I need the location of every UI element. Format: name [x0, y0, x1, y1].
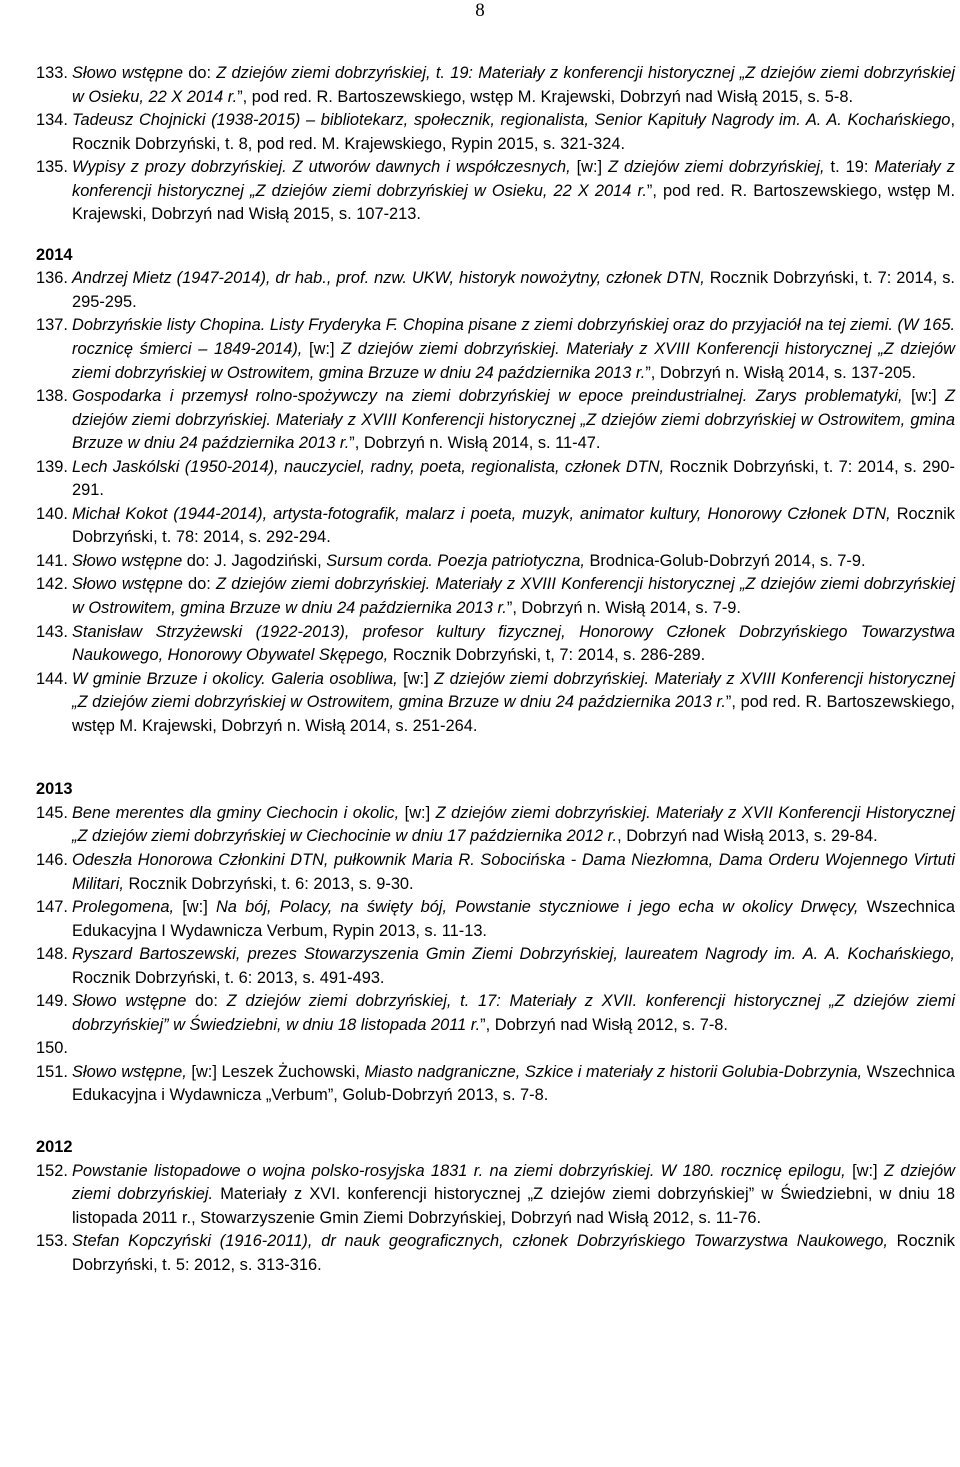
bibliography-entry — [36, 1061, 955, 1108]
entry-title-italic: Z dziejów ziemi dobrzyńskiej. Materiały z XVII Konferencji Historycznej „Z dziejów ziemi dobrzyńskiej w Ciechocinie w dniu 17 października 2012 r. — [72, 803, 955, 846]
entry-title-italic: Z dziejów ziemi dobrzyńskiej. Materiały z XVIII Konferencji historycznej „Z dziejów ziemi dobrzyńskiej w Ostrowitem, gmina Brzuze w dniu 24 października 2013 r. — [72, 669, 956, 712]
entry-text — [72, 1160, 955, 1231]
entry-text — [72, 456, 955, 503]
entry-title-italic: Andrzej Mietz (1947-2014), dr hab., prof. nzw. UKW, historyk nowożytny, członek DTN, — [72, 269, 705, 288]
entry-number: 134. — [36, 111, 68, 130]
entry-number: 140. — [36, 504, 68, 523]
entry-text — [72, 1037, 955, 1061]
entry-text-span: [w:] — [174, 898, 216, 917]
bibliography-entry — [36, 385, 955, 456]
bibliography-entry — [36, 1160, 955, 1231]
entry-text-span: Wszechnica Edukacyjna i Wydawnicza „Verbum”, Golub-Dobrzyń 2013, s. 7-8. — [72, 1062, 955, 1105]
entry-text-span: Materiały z XVI. konferencji historycznej „Z dziejów ziemi dobrzyńskiej” w Świedziebni, w dniu 18 listopada 2011 r., Stowarzyszenie Gmin Ziemi Dobrzyńskiej, Dobrzyń nad Wisłą 2012, s. 11-76. — [72, 1185, 955, 1227]
entry-title-italic: Prolegomena, — [72, 898, 175, 917]
entry-text-span: Rocznik Dobrzyński, t. 6: 2013, s. 491-493. — [72, 968, 385, 987]
entry-number: 153. — [36, 1232, 68, 1251]
entry-title-italic: Słowo wstępne — [72, 64, 183, 82]
entry-text — [72, 62, 955, 109]
bibliography-entry — [36, 1230, 955, 1277]
entry-number: 135. — [36, 158, 68, 177]
entry-text — [72, 314, 955, 385]
entry-text-span: [w:] — [845, 1161, 884, 1180]
entry-text — [72, 385, 955, 456]
entry-number: 145. — [36, 803, 68, 822]
bibliography-entry — [36, 503, 955, 550]
entry-title-italic: Sursum corda. Poezja patriotyczna, — [326, 551, 585, 570]
entry-number: 141. — [36, 551, 68, 570]
entry-text — [72, 802, 955, 849]
entry-title-italic: Z dziejów ziemi dobrzyńskiej. Materiały z XVIII Konferencji historycznej „Z dziejów ziemi dobrzyńskiej w Ostrowitem, gmina Brzuze w dniu 24 października 2013 r. — [72, 575, 955, 618]
entry-text-span: Rocznik Dobrzyński, t. 5: 2012, s. 313-316. — [72, 1232, 955, 1274]
bibliography-entry — [36, 896, 955, 943]
entry-text-span: Brodnica-Golub-Dobrzyń 2014, s. 7-9. — [584, 551, 866, 570]
entry-text-span: do: — [182, 64, 217, 82]
entry-title-italic: Stefan Kopczyński (1916-2011), dr nauk geograficznych, członek Dobrzyńskiego Towarzystwa Naukowego, — [72, 1232, 888, 1251]
entry-text — [72, 109, 955, 156]
year-heading: 2013 — [36, 780, 73, 799]
entry-number: 133. — [36, 64, 68, 82]
bibliography-entry — [36, 802, 955, 849]
entry-number: 143. — [36, 622, 68, 641]
entry-title-italic: Odeszła Honorowa Członkini DTN, pułkownik Maria R. Sobocińska - Dama Niezłomna, Dama Orderu Wojennego Virtuti Militari, — [72, 850, 955, 893]
entry-text-span: , Rocznik Dobrzyński, t. 8, pod red. M. Krajewskiego, Rypin 2015, s. 321-324. — [72, 111, 955, 153]
bibliography-entry — [36, 1037, 955, 1061]
entry-title-italic: Wypisy z prozy dobrzyńskiej. Z utworów dawnych i współczesnych, — [72, 158, 571, 177]
entry-text-span: [w:] — [399, 803, 436, 822]
bibliography-entry — [36, 990, 955, 1037]
bibliography-entry — [36, 62, 955, 109]
entry-text — [72, 849, 955, 896]
entry-title-italic: Z dziejów ziemi dobrzyńskiej. Materiały z XVIII Konferencji historycznej „Z dziejów ziemi dobrzyńskiej w Ostrowitem, gmina Brzuze w dniu 24 października 2013 r. — [72, 340, 956, 382]
entry-text-span: Wszechnica Edukacyjna I Wydawnicza Verbum, Rypin 2013, s. 11-13. — [72, 898, 955, 940]
entry-title-italic: Z dziejów ziemi dobrzyńskiej. — [72, 1161, 955, 1204]
year-heading: 2012 — [36, 1137, 73, 1156]
entry-text-span: Rocznik Dobrzyński, t, 7: 2014, s. 286-289. — [388, 646, 706, 665]
bibliography-entry — [36, 849, 955, 896]
entry-title-italic: Słowo wstępne, — [72, 1062, 187, 1081]
entry-text — [72, 668, 955, 739]
entry-number: 142. — [36, 575, 68, 594]
entry-text-span: [w:] — [902, 387, 945, 406]
entry-number: 150. — [36, 1039, 68, 1058]
entry-title-italic: W gminie Brzuze i okolicy. Galeria osobliwa, — [72, 669, 398, 688]
entry-title-italic: Tadeusz Chojnicki (1938-2015) – bibliotekarz, społecznik, regionalista, Senior Kapituły Nagrody im. A. A. Kochańskiego — [72, 111, 951, 130]
bibliography-entry — [36, 573, 955, 620]
entry-title-italic: Z dziejów ziemi dobrzyńskiej, t. 17: Materiały z XVII. konferencji historycznej „Z dziejów ziemi dobrzyńskiej” w Świedziebni, w dniu 18 listopada 2011 r. — [72, 992, 955, 1034]
entry-text-span: [w:] — [570, 158, 609, 177]
bibliography-list — [36, 62, 955, 1277]
bibliography-entry — [36, 156, 955, 227]
bibliography-entry — [36, 550, 955, 574]
entry-text — [72, 990, 955, 1037]
entry-text-span: , Dobrzyń nad Wisłą 2013, s. 29-84. — [617, 827, 878, 846]
entry-text-span: do: — [186, 992, 227, 1011]
entry-text — [72, 943, 955, 990]
entry-text — [72, 896, 955, 943]
entry-title-italic: Słowo wstępne — [72, 575, 183, 594]
entry-title-italic: Słowo wstępne — [72, 551, 183, 570]
entry-title-italic: Michał Kokot (1944-2014), artysta-fotografik, malarz i poeta, muzyk, animator kultury, Honorowy Członek DTN, — [72, 504, 891, 523]
entry-title-italic: Ryszard Bartoszewski, prezes Stowarzyszenia Gmin Ziemi Dobrzyńskiej, laureatem Nagrody im. A. A. Kochańskiego, — [72, 945, 955, 964]
entry-text-span: ”, pod red. R. Bartoszewskiego, wstęp M. Krajewski, Dobrzyń nad Wisłą 2015, s. 107-213. — [72, 181, 955, 224]
entry-number: 146. — [36, 850, 68, 869]
section-gap — [36, 1108, 955, 1136]
entry-number: 152. — [36, 1161, 68, 1180]
entry-number: 148. — [36, 945, 68, 964]
entry-number: 144. — [36, 669, 68, 688]
bibliography-entry — [36, 456, 955, 503]
bibliography-entry — [36, 621, 955, 668]
section-gap — [36, 227, 955, 244]
bibliography-entry — [36, 314, 955, 385]
entry-text-span: do: — [182, 575, 217, 594]
entry-text-span: Rocznik Dobrzyński, t. 78: 2014, s. 292-294. — [72, 504, 955, 547]
entry-text-span: ”, pod red. R. Bartoszewskiego, wstęp M. Krajewski, Dobrzyń nad Wisłą 2015, s. 5-8. — [237, 87, 854, 106]
entry-text — [72, 503, 955, 550]
entry-title-italic: Dobrzyńskie listy Chopina. Listy Fryderyka F. Chopina pisane z ziemi dobrzyńskiej oraz do przyjaciół na tej ziemi. (W 165. rocznicę śmierci – 1849-2014), — [72, 316, 955, 359]
entry-title-italic: Słowo wstępne — [72, 992, 187, 1011]
entry-number: 147. — [36, 898, 68, 917]
entry-title-italic: Gospodarka i przemysł rolno-spożywczy na ziemi dobrzyńskiej w epoce preindustrialnej. Zarys problematyki, — [72, 387, 903, 406]
entry-text — [72, 1061, 955, 1108]
bibliography-entry — [36, 109, 955, 156]
entry-text-span: Rocznik Dobrzyński, t. 6: 2013, s. 9-30. — [123, 874, 414, 893]
entry-number: 137. — [36, 316, 68, 335]
entry-text-span: Rocznik Dobrzyński, t. 7: 2014, s. 295-295. — [72, 269, 955, 311]
bibliography-entry — [36, 668, 955, 739]
entry-number: 138. — [36, 387, 68, 406]
entry-number: 139. — [36, 457, 68, 476]
entry-number: 151. — [36, 1062, 68, 1081]
entry-title-italic: Na bój, Polacy, na święty bój, Powstanie styczniowe i jego echa w okolicy Drwęcy, — [215, 898, 859, 917]
bibliography-entry — [36, 267, 955, 314]
entry-text — [72, 156, 955, 227]
entry-text-span: [w:] Leszek Żuchowski, — [186, 1062, 365, 1081]
entry-text-span: Rocznik Dobrzyński, t. 7: 2014, s. 290-291. — [72, 457, 955, 500]
entry-text-span: do: J. Jagodziński, — [182, 551, 327, 570]
entry-title-italic: Bene merentes dla gminy Ciechocin i okolic, — [72, 803, 400, 822]
entry-title-italic: Z dziejów ziemi dobrzyńskiej, t. 19: Materiały z konferencji historycznej „Z dziejów ziemi dobrzyńskiej w Osieku, 22 X 2014 r. — [72, 64, 955, 106]
section-gap — [36, 738, 955, 778]
entry-title-italic: Lech Jaskólski (1950-2014), nauczyciel, radny, poeta, regionalista, członek DTN, — [72, 457, 665, 476]
entry-text-span: [w:] — [397, 669, 435, 688]
entry-text-span: [w:] — [302, 340, 342, 359]
entry-number: 136. — [36, 269, 68, 288]
entry-text — [72, 267, 955, 314]
entry-text — [72, 550, 955, 574]
entry-text-span: ”, Dobrzyń nad Wisłą 2012, s. 7-8. — [480, 1015, 728, 1034]
entry-text — [72, 1230, 955, 1277]
entry-text-span: ”, pod red. R. Bartoszewskiego, wstęp M. Krajewski, Dobrzyń n. Wisłą 2014, s. 251-264. — [72, 693, 955, 735]
entry-title-italic: Powstanie listopadowe o wojna polsko-rosyjska 1831 r. na ziemi dobrzyńskiej. W 180. rocznicę epilogu, — [72, 1161, 846, 1180]
entry-text-span: ”, Dobrzyń n. Wisłą 2014, s. 7-9. — [506, 599, 741, 618]
entry-title-italic: Materiały z konferencji historycznej „Z dziejów ziemi dobrzyńskiej w Osieku, 22 X 2014 r. — [72, 158, 955, 200]
year-heading: 2014 — [36, 245, 73, 264]
entry-number: 149. — [36, 992, 68, 1011]
entry-title-italic: Miasto nadgraniczne, Szkice i materiały z historii Golubia-Dobrzynia, — [364, 1062, 863, 1081]
entry-text — [72, 573, 955, 620]
page-number: 8 — [475, 0, 485, 21]
entry-text-span: t. 19: — [824, 158, 875, 177]
bibliography-entry — [36, 943, 955, 990]
entry-title-italic: Z dziejów ziemi dobrzyńskiej, — [608, 158, 825, 177]
entry-title-italic: Stanisław Strzyżewski (1922-2013), profesor kultury fizycznej, Honorowy Członek Dobrzyńskiego Towarzystwa Naukowego, Honorowy Obywatel Skępego, — [72, 622, 955, 665]
entry-text — [72, 621, 955, 668]
entry-title-italic: Z dziejów ziemi dobrzyńskiej. Materiały z XVIII Konferencji historycznej „Z dziejów ziemi dobrzyńskiej w Ostrowitem, gmina Brzuze w dniu 24 października 2013 r. — [72, 387, 955, 453]
entry-text-span: ”, Dobrzyń n. Wisłą 2014, s. 137-205. — [645, 363, 916, 382]
entry-text-span: ”, Dobrzyń n. Wisłą 2014, s. 11-47. — [349, 434, 601, 453]
